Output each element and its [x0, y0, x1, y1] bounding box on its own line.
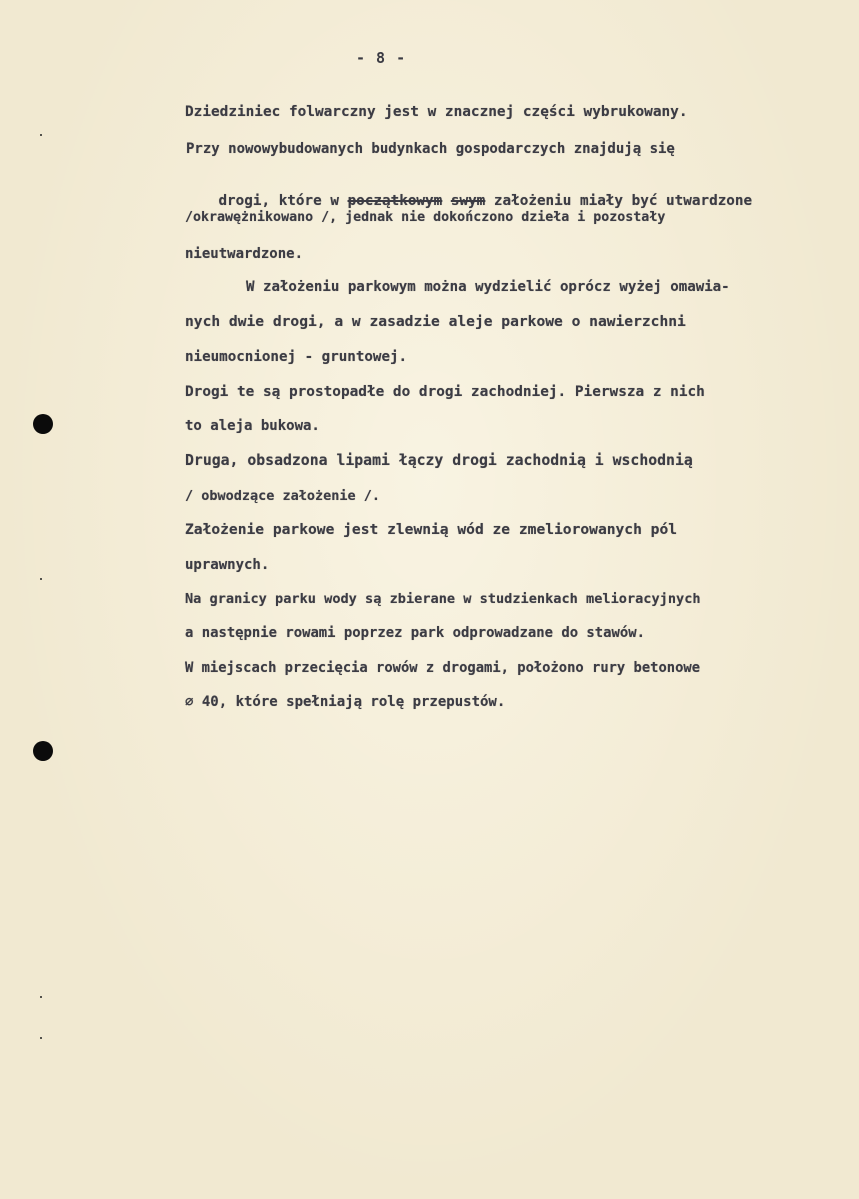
punch-hole-lower — [33, 741, 53, 761]
struck-word-1: początkowym — [347, 193, 443, 209]
text-line-17: W miejscach przecięcia rowów z drogami, położono rury betonowe — [185, 660, 700, 676]
text-line-12: / obwodzące założenie /. — [185, 488, 381, 504]
text-line-2: Przy nowowybudowanych budynkach gospodarczych znajdują się — [186, 141, 675, 157]
text-line-18: ∅ 40, które spełniają rolę przepustów. — [185, 694, 506, 710]
text-line-15: Na granicy parku wody są zbierane w studzienkach melioracyjnych — [185, 591, 701, 607]
margin-speck — [40, 578, 42, 580]
text-line-9: Drogi te są prostopadłe do drogi zachodniej. Pierwsza z nich — [185, 384, 705, 400]
text-line-16: a następnie rowami poprzez park odprowadzane do stawów. — [185, 625, 645, 641]
text-line-5: nieutwardzone. — [185, 246, 304, 262]
text-line-13: Założenie parkowe jest zlewnią wód ze zmeliorowanych pól — [185, 521, 678, 538]
text-line-10: to aleja bukowa. — [185, 418, 320, 434]
text-line-8: nieumocnionej - gruntowej. — [185, 349, 408, 365]
text-line-3-end: założeniu miały być utwardzone — [493, 193, 753, 209]
text-line-7: nych dwie drogi, a w zasadzie aleje parkowe o nawierzchni — [185, 313, 686, 330]
margin-speck — [40, 1037, 42, 1039]
page-number: - 8 - — [356, 49, 407, 67]
margin-speck — [40, 134, 42, 136]
text-line-14: uprawnych. — [185, 557, 270, 573]
text-line-6: W założeniu parkowym można wydzielić oprócz wyżej omawia- — [246, 279, 730, 295]
margin-speck — [40, 996, 42, 998]
punch-hole-upper — [33, 414, 53, 434]
text-line-11: Druga, obsadzona lipami łączy drogi zachodnią i wschodnią — [185, 452, 693, 469]
text-line-1: Dziedziniec folwarczny jest w znacznej części wybrukowany. — [185, 104, 688, 120]
text-line-3-start: drogi, które w — [218, 193, 339, 209]
struck-word-2: swym — [450, 193, 486, 209]
text-line-4: /okrawężnikowano /, jednak nie dokończono dzieła i pozostały — [185, 210, 666, 225]
